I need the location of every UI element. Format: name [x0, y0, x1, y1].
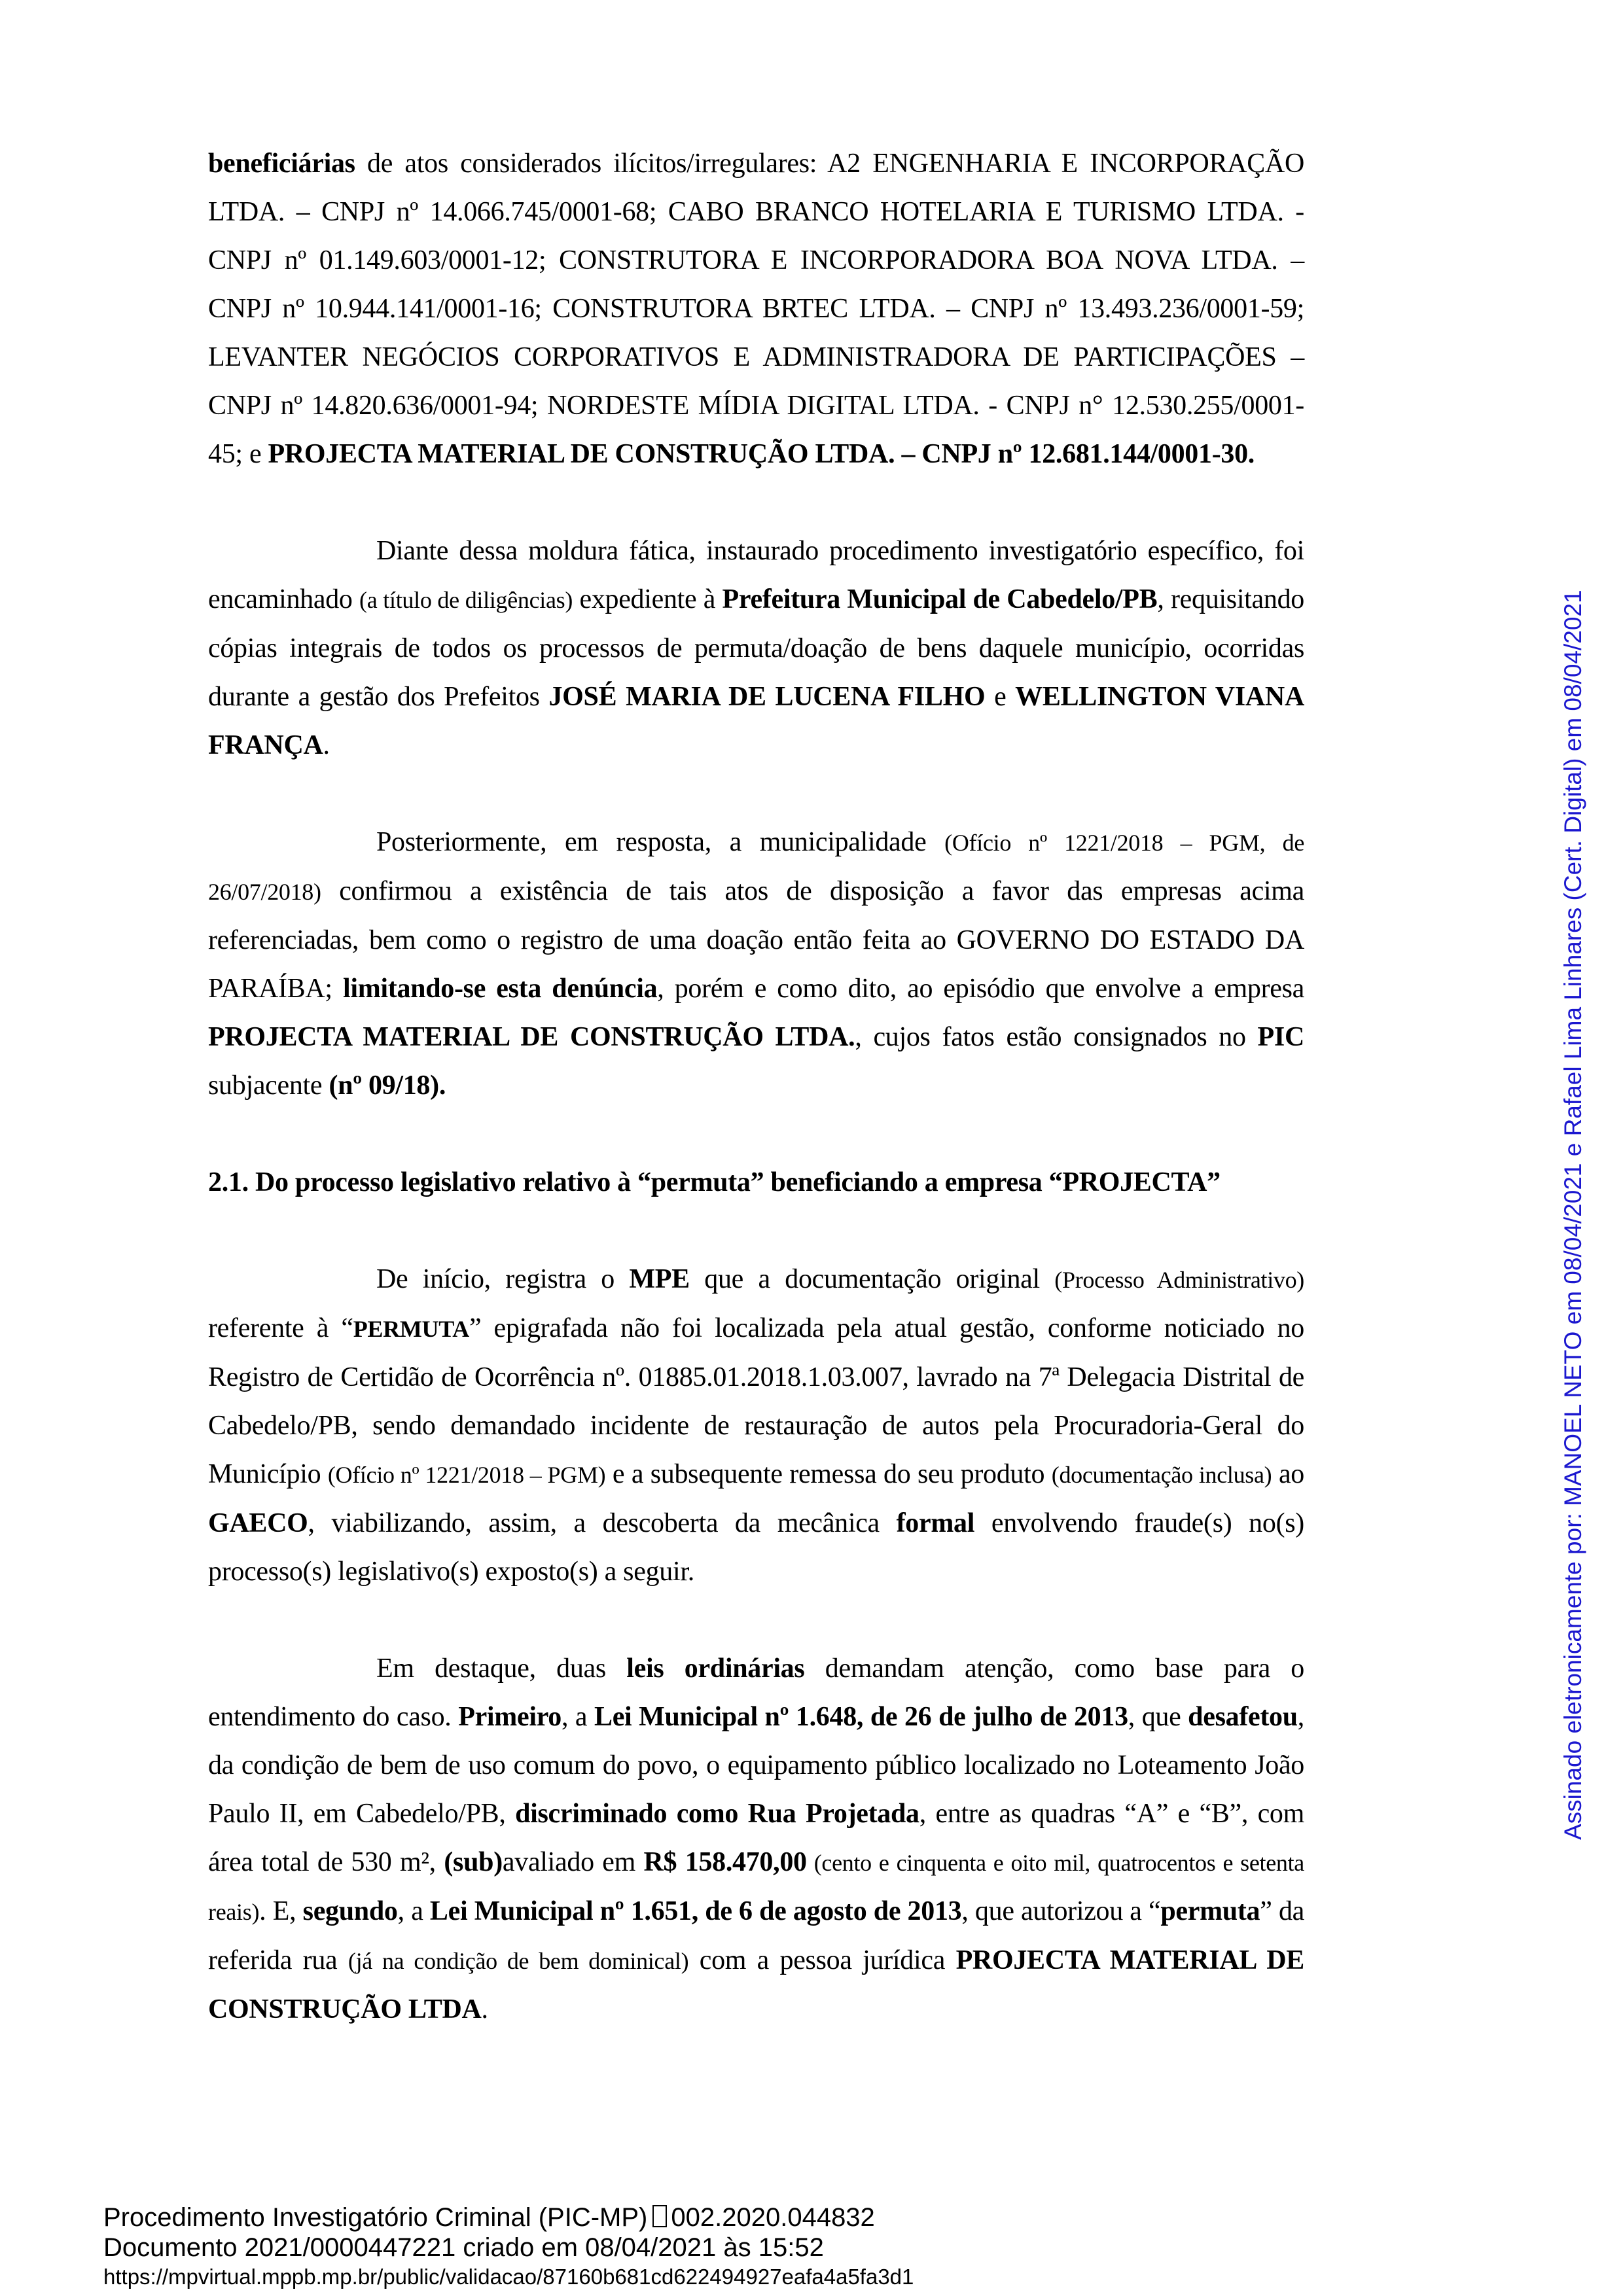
paragraph: Posteriormente, em resposta, a municipalidade (Ofício nº 1221/2018 – PGM, de 26/07/2018) confirmou a existência de tais atos de disposição a favor das empresas acima referenciadas, bem como o registro de uma doação então feita ao GOVERNO DO ESTADO DA PARAÍBA; limitando-se esta denúncia, porém e como dito, ao episódio que envolve a empresa PROJECTA MATERIAL DE CONSTRUÇÃO LTDA., cujos fatos estão consignados no PIC subjacente (nº 09/18). [208, 827, 1304, 1101]
paragraph: De início, registra o MPE que a documentação original (Processo Administrativo) referente à “PERMUTA” epigrafada não foi localizada pela atual gestão, conforme noticiado no Registro de Certidão de Ocorrência nº. 01885.01.2018.1.03.007, lavrado na 7ª Delegacia Distrital de Cabedelo/PB, sendo demandado incidente de restauração de autos pela Procuradoria-Geral do Município (Ofício nº 1221/2018 – PGM) e a subsequente remessa do seu produto (documentação inclusa) ao GAECO, viabilizando, assim, a descoberta da mecânica formal envolvendo fraude(s) no(s) processo(s) legislativo(s) exposto(s) a seguir. [208, 1264, 1304, 1587]
footer-case-number [103, 2202, 914, 2233]
missing-glyph-box-icon [652, 2205, 667, 2227]
paragraph: Em destaque, duas leis ordinárias demandam atenção, como base para o entendimento do caso. Primeiro, a Lei Municipal nº 1.648, de 26 de julho de 2013, que desafetou, da condição de bem de uso comum do povo, o equipamento público localizado no Loteamento João Paulo II, em Cabedelo/PB, discriminado como Rua Projetada, entre as quadras “A” e “B”, com área total de 530 m², (sub)avaliado em R$ 158.470,00 (cento e cinquenta e oito mil, quatrocentos e setenta reais). E, segundo, a Lei Municipal nº 1.651, de 6 de agosto de 2013, que autorizou a “permuta” da referida rua (já na condição de bem dominical) com a pessoa jurídica PROJECTA MATERIAL DE CONSTRUÇÃO LTDA. [208, 1653, 1304, 2024]
document-body [208, 139, 1304, 2082]
footer-validation-url: https://mpvirtual.mppb.mp.br/public/validacao/87160b681cd622494927eafa4a5fa3d1 [103, 2265, 914, 2289]
paragraph-continuation: beneficiárias de atos considerados ilícitos/irregulares: A2 ENGENHARIA E INCORPORAÇÃO LTDA. – CNPJ nº 14.066.745/0001-68; CABO BRANCO HOTELARIA E TURISMO LTDA. - CNPJ nº 01.149.603/0001-12; CONSTRUTORA E INCORPORADORA BOA NOVA LTDA. – CNPJ nº 10.944.141/0001-16; CONSTRUTORA BRTEC LTDA. – CNPJ nº 13.493.236/0001-59; LEVANTER NEGÓCIOS CORPORATIVOS E ADMINISTRADORA DE PARTICIPAÇÕES – CNPJ nº 14.820.636/0001-94; NORDESTE MÍDIA DIGITAL LTDA. - CNPJ n° 12.530.255/0001-45; e PROJECTA MATERIAL DE CONSTRUÇÃO LTDA. – CNPJ nº 12.681.144/0001-30. [208, 149, 1304, 469]
signature-sidebar-text: Assinado eletronicamente por: MANOEL NETO em 08/04/2021 e Rafael Lima Linhares (Cert. Digital) em 08/04/2021 [1560, 590, 1586, 1840]
paragraph: Diante dessa moldura fática, instaurado procedimento investigatório específico, foi encaminhado (a título de diligências) expediente à Prefeitura Municipal de Cabedelo/PB, requisitando cópias integrais de todos os processos de permuta/doação de bens daquele município, ocorridas durante a gestão dos Prefeitos JOSÉ MARIA DE LUCENA FILHO e WELLINGTON VIANA FRANÇA. [208, 536, 1304, 760]
footer-case-label: Procedimento Investigatório Criminal (PIC-MP) [103, 2203, 648, 2232]
footer [103, 2202, 914, 2290]
footer-document-info: Documento 2021/0000447221 criado em 08/04/2021 às 15:52 [103, 2233, 824, 2262]
section-heading: 2.1. Do processo legislativo relativo à “permuta” beneficiando a empresa “PROJECTA” [208, 1167, 1221, 1197]
footer-case-value: 002.2020.044832 [671, 2203, 875, 2232]
